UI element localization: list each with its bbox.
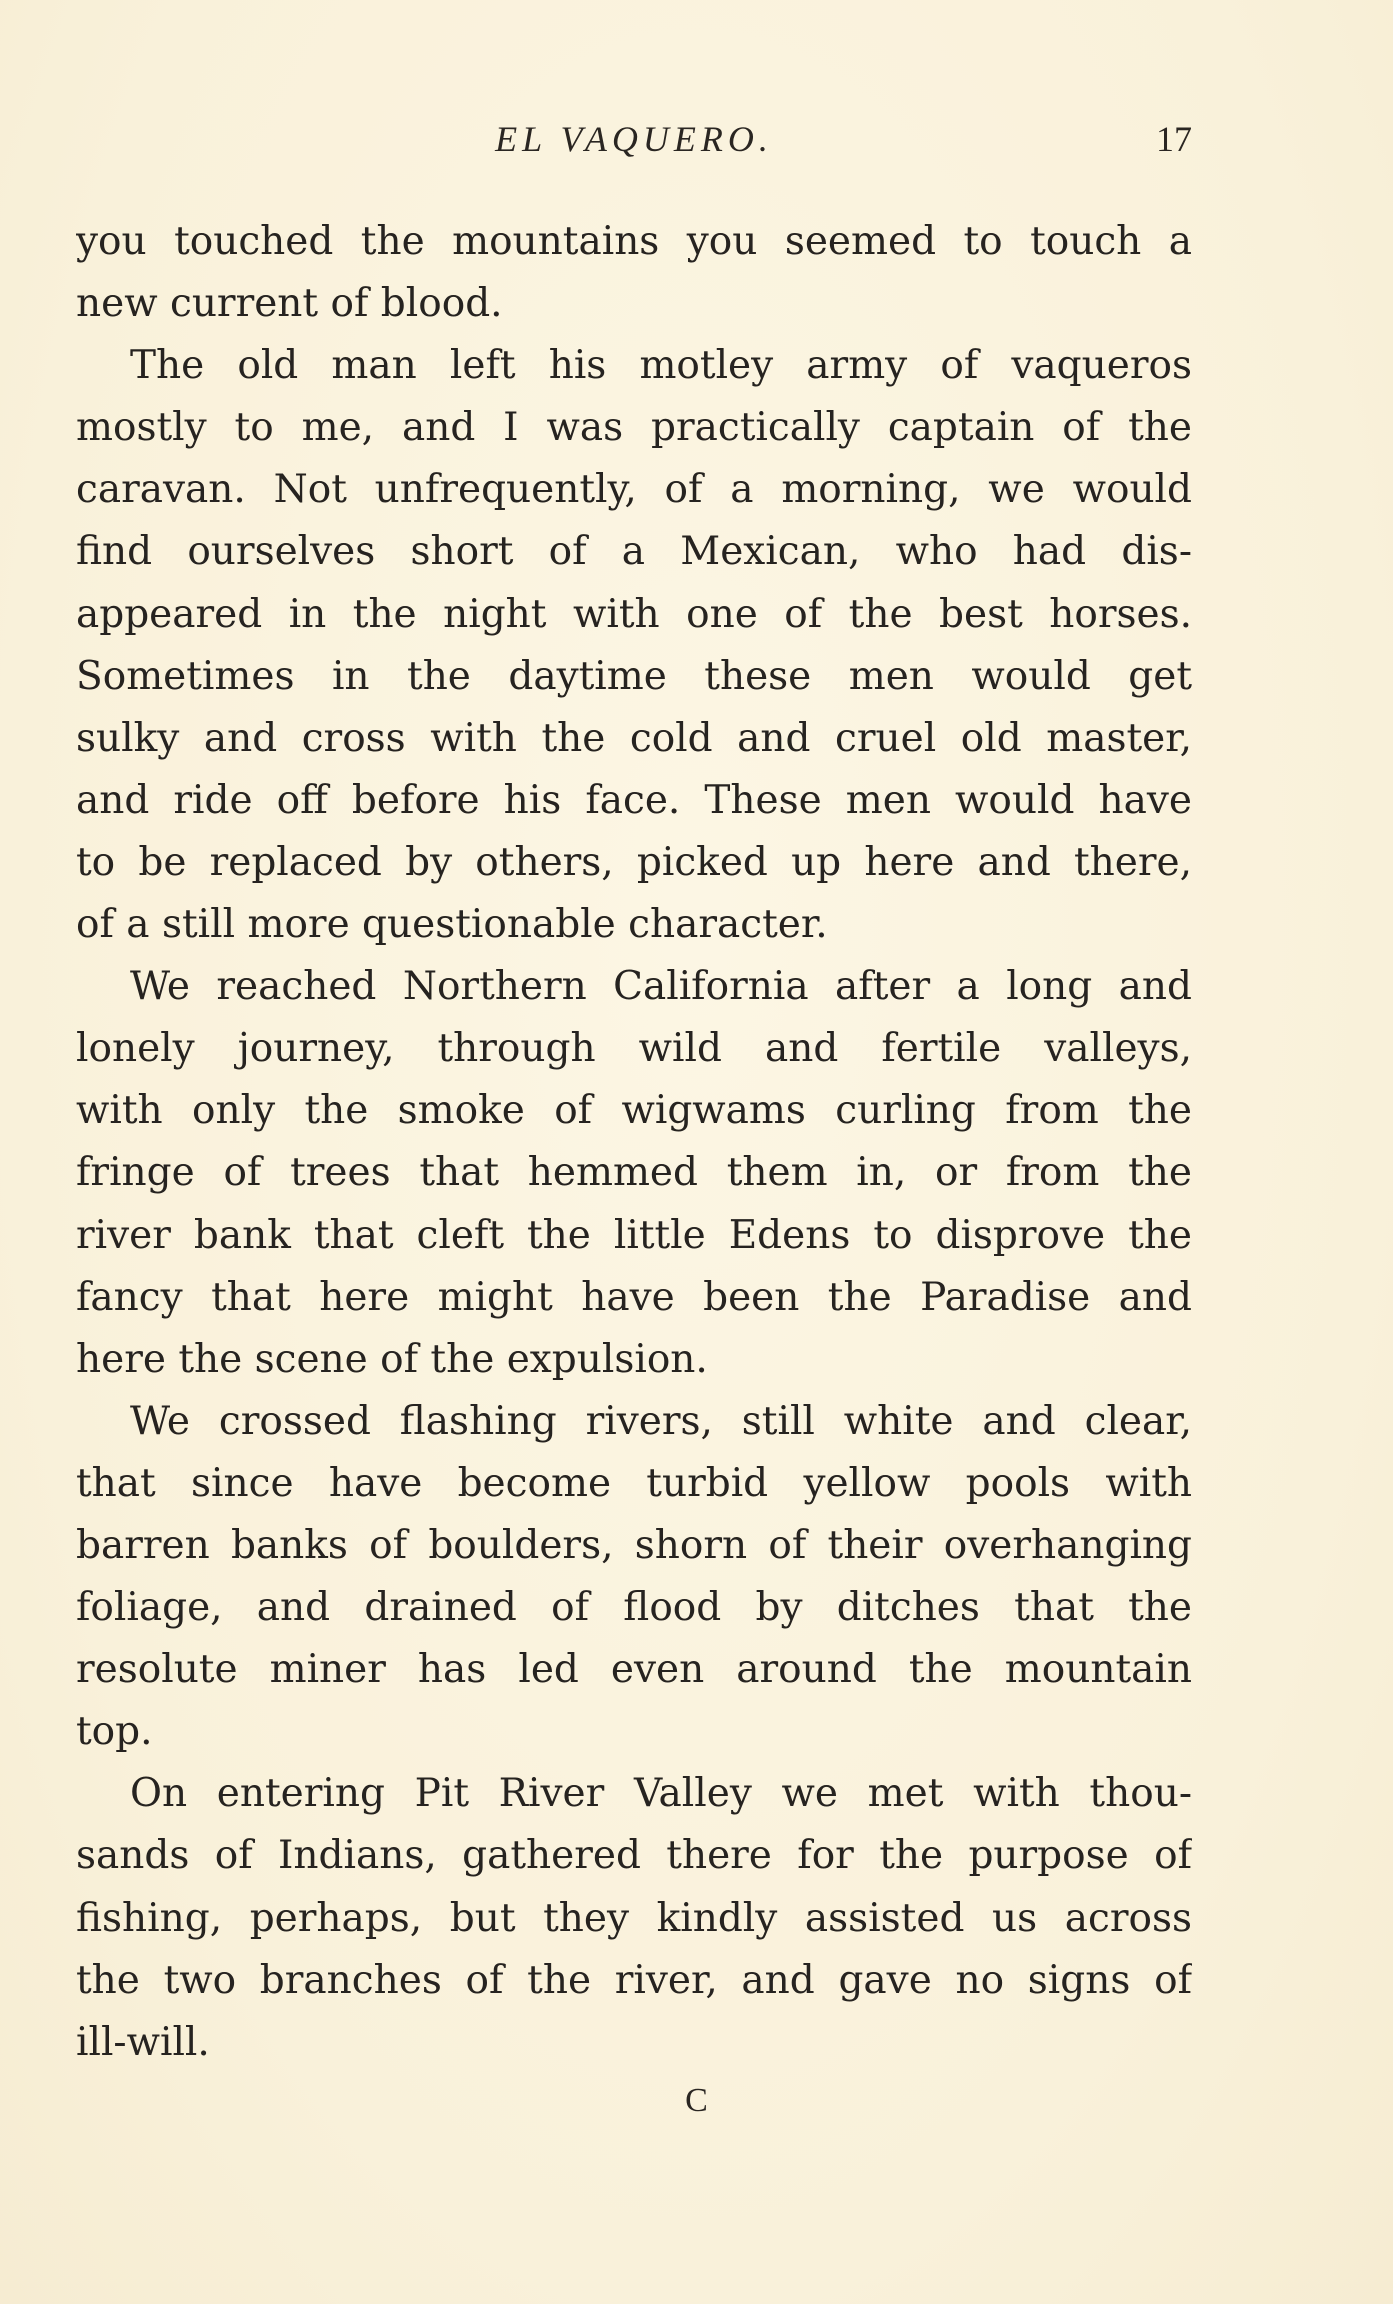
text-line: find ourselves short of a Mexican, who had dis- (76, 529, 1192, 575)
text-line: fishing, perhaps, but they kindly assisted us across (76, 1895, 1192, 1941)
text-line: Sometimes in the daytime these men would get (76, 653, 1192, 699)
text-line: barren banks of boulders, shorn of their overhanging (76, 1522, 1192, 1568)
text-line: the two branches of the river, and gave no signs of (76, 1957, 1192, 2003)
text-line: new current of blood. (76, 281, 503, 327)
text-line: On entering Pit River Valley we met with thou- (130, 1771, 1192, 1817)
text-line: foliage, and drained of flood by ditches that the (76, 1585, 1192, 1631)
text-line: sulky and cross with the cold and cruel old master, (76, 715, 1192, 761)
text-line: lonely journey, through wild and fertile valleys, (76, 1026, 1192, 1072)
text-line: The old man left his motley army of vaqueros (130, 343, 1192, 389)
text-line: here the scene of the expulsion. (76, 1336, 708, 1382)
signature-mark: C (685, 2082, 708, 2119)
text-line: resolute miner has led even around the mountain (76, 1647, 1192, 1693)
text-line: top. (76, 1709, 153, 1755)
running-head (76, 118, 1192, 178)
text-line: ill-will. (76, 2019, 210, 2065)
text-line: with only the smoke of wigwams curling from the (76, 1088, 1192, 1134)
text-line: We crossed flashing rivers, still white and clear, (130, 1398, 1192, 1444)
page-number: 17 (1156, 119, 1192, 159)
text-line: We reached Northern California after a long and (130, 964, 1192, 1010)
text-line: caravan. Not unfrequently, of a morning, we would (76, 467, 1192, 513)
body-text (76, 211, 1192, 2074)
text-line: river bank that cleft the little Edens to disprove the (76, 1212, 1192, 1258)
text-line: mostly to me, and I was practically captain of the (76, 405, 1192, 451)
text-line: to be replaced by others, picked up here and there, (76, 839, 1192, 885)
text-line: that since have become turbid yellow pools with (76, 1460, 1192, 1506)
text-line: and ride off before his face. These men would have (76, 777, 1192, 823)
text-line: of a still more questionable character. (76, 902, 828, 948)
running-title: EL VAQUERO. (495, 119, 773, 159)
text-line: you touched the mountains you seemed to touch a (76, 219, 1192, 264)
text-line: appeared in the night with one of the best horses. (76, 591, 1192, 637)
text-line: fringe of trees that hemmed them in, or from the (76, 1150, 1192, 1196)
text-line: sands of Indians, gathered there for the purpose of (76, 1833, 1192, 1879)
text-line: fancy that here might have been the Paradise and (76, 1274, 1192, 1320)
